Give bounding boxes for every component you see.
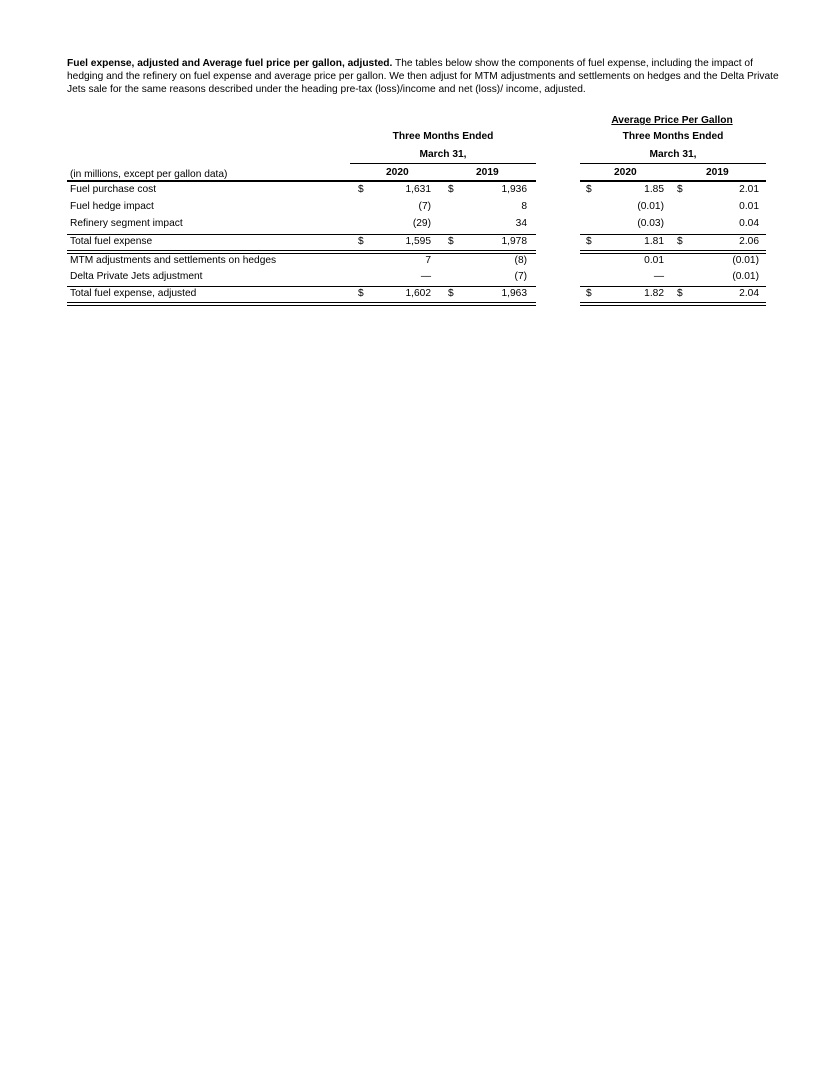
value-2020-expense: 1,595 [405,236,431,247]
total-double-rule-right [580,250,766,254]
value-2019-expense: 1,936 [501,184,527,195]
value-2019-expense: 1,963 [501,288,527,299]
right-date-header: March 31, [649,149,697,160]
value-2019-expense: (7) [514,271,527,282]
dollar-2019-expense: $ [448,288,454,299]
adjusted-rule-right [580,286,766,287]
dollar-2020-expense: $ [358,288,364,299]
year-2020-left: 2020 [386,167,409,178]
dollar-2020-expense: $ [358,184,364,195]
final-double-rule-right [580,302,766,306]
table-row [0,218,835,233]
value-2020-price: 1.81 [644,236,664,247]
dollar-2019-expense: $ [448,184,454,195]
table-row [0,236,835,251]
value-2020-expense: — [420,271,431,282]
intro-heading: Fuel expense, adjusted and Average fuel price per gallon, adjusted. [67,58,393,69]
dollar-2020-expense: $ [358,236,364,247]
value-2019-expense: 8 [521,201,527,212]
table-row [0,255,835,270]
row-label: Refinery segment impact [70,218,183,229]
value-2020-price: 1.82 [644,288,664,299]
dollar-2019-price: $ [677,288,683,299]
subtotal-rule-left [67,234,536,235]
row-label: Total fuel expense [70,236,153,247]
value-2020-price: (0.01) [637,201,664,212]
row-label: MTM adjustments and settlements on hedges [70,255,277,266]
year-2019-right: 2019 [706,167,729,178]
intro-paragraph [67,57,779,97]
value-2019-price: 2.04 [739,288,759,299]
value-2020-price: 1.85 [644,184,664,195]
final-double-rule-left [67,302,536,306]
table-row [0,201,835,216]
value-2020-expense: 1,602 [405,288,431,299]
dollar-2019-price: $ [677,184,683,195]
header-rule-left [67,180,536,182]
value-2019-price: 2.01 [739,184,759,195]
total-double-rule-left [67,250,536,254]
value-2020-price: 0.01 [644,255,664,266]
row-label: Total fuel expense, adjusted [70,288,197,299]
dollar-2020-price: $ [586,236,592,247]
avg-price-header: Average Price Per Gallon [611,115,733,126]
subtotal-rule-right [580,234,766,235]
dollar-2020-price: $ [586,184,592,195]
value-2019-price: 0.01 [739,201,759,212]
right-date-rule [580,163,766,164]
value-2019-price: 2.06 [739,236,759,247]
row-label: Delta Private Jets adjustment [70,271,203,282]
dollar-2019-expense: $ [448,236,454,247]
value-2019-expense: (8) [514,255,527,266]
left-date-rule [350,163,536,164]
value-2020-price: — [653,271,664,282]
value-2020-expense: 7 [425,255,431,266]
value-2020-price: (0.03) [637,218,664,229]
year-2019-left: 2019 [476,167,499,178]
value-2019-expense: 1,978 [501,236,527,247]
value-2019-expense: 34 [515,218,527,229]
table-row [0,288,835,303]
value-2019-price: 0.04 [739,218,759,229]
value-2020-expense: 1,631 [405,184,431,195]
table-row [0,184,835,199]
value-2019-price: (0.01) [732,271,759,282]
dollar-2020-price: $ [586,288,592,299]
adjusted-rule-left [67,286,536,287]
year-2020-right: 2020 [614,167,637,178]
left-period-header: Three Months Ended [392,131,494,142]
units-label: (in millions, except per gallon data) [70,169,228,180]
header-rule-right [580,180,766,182]
table-row [0,271,835,286]
value-2020-expense: (29) [412,218,431,229]
row-label: Fuel purchase cost [70,184,157,195]
row-label: Fuel hedge impact [70,201,154,212]
value-2020-expense: (7) [418,201,431,212]
intro-text: The tables below show the components of fuel expense, including the impact of hedging and the refinery on fuel expense and average price per gallon. We then adjust for MTM adjustments and settlements on hedges and the Delta Private Jets sale for the same reasons described under the heading pre-tax (loss)/income and net (loss)/ income, adjusted. [67,58,779,96]
dollar-2019-price: $ [677,236,683,247]
left-date-header: March 31, [419,149,467,160]
right-period-header: Three Months Ended [622,131,724,142]
value-2019-price: (0.01) [732,255,759,266]
